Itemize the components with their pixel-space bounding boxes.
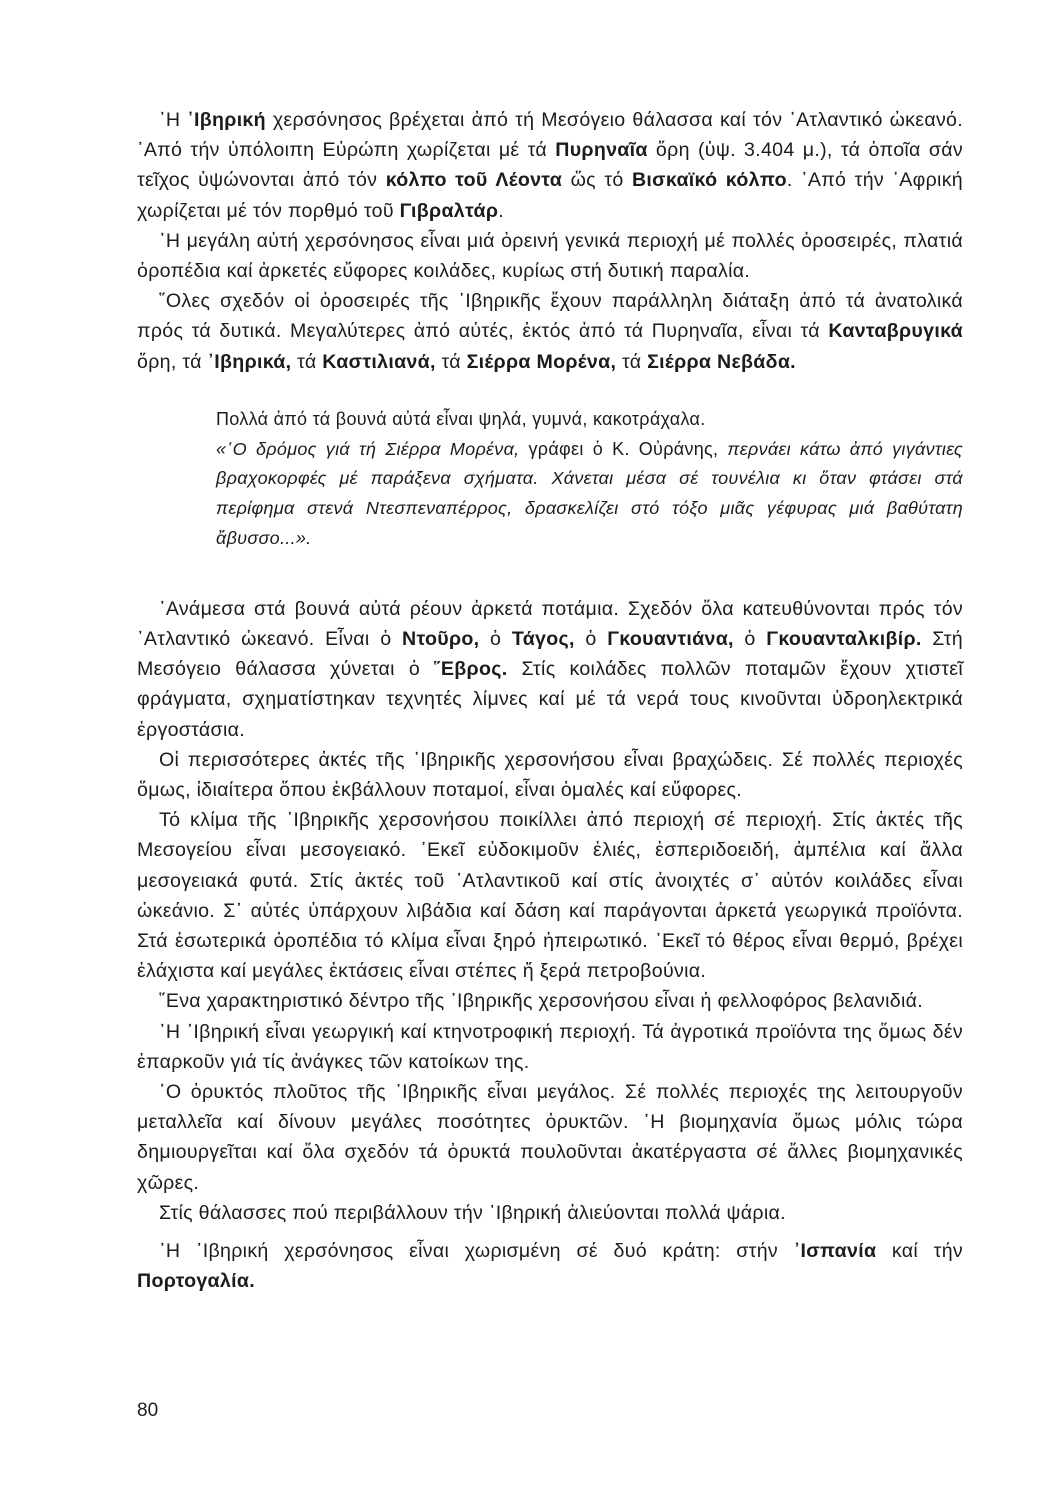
quote-text: «῾Ο δρόμος γιά τή Σιέρρα Μορένα, γράφει ὁ Κ. Οὐράνης, περνάει κάτω ἀπό γιγάντιες βραχοκορφές μέ παράξενα σχήματα. Χάνεται μέσα σέ τουνέλια κι ὅταν φτάσει στά περίφημα στενά Ντεσπεναπέρρος, δρασκελίζει στό τόξο μιᾶς γέφυρας μιά βαθύτατη ἄβυσσο...».: [216, 438, 963, 549]
paragraph-mountain-ranges: ῞Ολες σχεδόν οἱ ὀροσειρές τῆς ᾿Ιβηρικῆς ἔχουν παράλληλη διάταξη ἀπό τά ἀνατολικά πρός τά δυτικά. Μεγαλύτερες ἀπό αὐτές, ἐκτός ἀπό τά Πυρηναῖα, εἶναι τά Κανταβρυγικά ὄρη, τά ᾿Ιβηρικά, τά Καστιλιανά, τά Σιέρρα Μορένα, τά Σιέρρα Νεβάδα.: [137, 290, 963, 373]
paragraph-relief: ᾿Η μεγάλη αὐτή χερσόνησος εἶναι μιά ὀρεινή γενικά περιοχή μέ πολλές ὀροσειρές, πλατιά ὀροπέδια καί ἀρκετές εὔφορες κοιλάδες, κυρίως στή δυτική παραλία.: [137, 229, 963, 283]
paragraph-states: ᾿Η ᾿Ιβηρική χερσόνησος εἶναι χωρισμένη σέ δυό κράτη: στήν ᾿Ισπανία καί τήν Πορτογαλία.: [137, 1240, 963, 1293]
paragraph-climate: Τό κλίμα τῆς ᾿Ιβηρικῆς χερσονήσου ποικίλλει ἀπό περιοχή σέ περιοχή. Στίς ἀκτές τῆς Μεσογείου εἶναι μεσογειακό. ᾿Εκεῖ εὐδοκιμοῦν ἐλιές, ἐσπεριδοειδή, ἀμπέλια καί ἄλλα μεσογειακά φυτά. Στίς ἀκτές τοῦ ᾿Ατλαντικοῦ καί στίς ἀνοιχτές σ᾿ αὐτόν κοιλάδες εἶναι ὠκεάνιο. Σ᾿ αὐτές ὑπάρχουν λιβάδια καί δάση καί παράγονται ἀρκετά γεωργικά προϊόντα. Στά ἐσωτερικά ὀροπέδια τό κλίμα εἶναι ξηρό ἠπειρωτικό. ᾿Εκεῖ τό θέρος εἶναι θερμό, βρέχει ἐλάχιστα καί μεγάλες ἐκτάσεις εἶναι στέπες ἤ ξερά πετροβούνια.: [137, 809, 963, 983]
paragraph-iberian-peninsula-location: ᾿Η ᾿Ιβηρική χερσόνησος βρέχεται ἀπό τή Μεσόγειο θάλασσα καί τόν ᾿Ατλαντικό ὠκεανό. ᾿Από τήν ὑπόλοιπη Εὐρώπη χωρίζεται μέ τά Πυρηναῖα ὄρη (ὑψ. 3.404 μ.), τά ὁποῖα σάν τεῖχος ὑψώνονται ἀπό τόν κόλπο τοῦ Λέοντα ὥς τό Βισκαϊκό κόλπο. ᾿Από τήν ᾿Αφρική χωρίζεται μέ τόν πορθμό τοῦ Γιβραλτάρ.: [137, 109, 964, 222]
paragraph-agriculture: ᾿Η ᾿Ιβηρική εἶναι γεωργική καί κτηνοτροφική περιοχή. Τά ἀγροτικά προϊόντα της ὅμως δέν ἐπαρκοῦν γιά τίς ἀνάγκες τῶν κατοίκων της.: [137, 1020, 963, 1073]
paragraph-rivers: ᾿Ανάμεσα στά βουνά αὐτά ρέουν ἀρκετά ποτάμια. Σχεδόν ὅλα κατευθύνονται πρός τόν ᾿Ατλαντικό ὠκεανό. Εἶναι ὁ Ντοῦρο, ὁ Τάγος, ὁ Γκουαντιάνα, ὁ Γκουανταλκιβίρ. Στή Μεσόγειο θάλασσα χύνεται ὁ ῞Εβρος. Στίς κοιλάδες πολλῶν ποταμῶν ἔχουν χτιστεῖ φράγματα, σχηματίστηκαν τεχνητές λίμνες καί μέ τά νερά τους κινοῦνται ὑδροηλεκτρικά ἐργοστάσια.: [137, 597, 963, 741]
paragraph-cork-oak: ῞Ενα χαρακτηριστικό δέντρο τῆς ᾿Ιβηρικῆς χερσονήσου εἶναι ἡ φελλοφόρος βελανιδιά.: [159, 990, 923, 1013]
paragraph-fishing: Στίς θάλασσες πού περιβάλλουν τήν ᾿Ιβηρική ἁλιεύονται πολλά ψάρια.: [159, 1201, 786, 1224]
paragraph-minerals: ῾Ο ὀρυκτός πλοῦτος τῆς ᾿Ιβηρικῆς εἶναι μεγάλος. Σέ πολλές περιοχές της λειτουργοῦν μεταλλεῖα καί δίνουν μεγάλες ποσότητες ὀρυκτῶν. ῾Η βιομηχανία ὅμως μόλις τώρα δημιουργεῖται καί ὅλα σχεδόν τά ὀρυκτά πουλοῦνται ἀκατέργαστα σέ ἄλλες βιομηχανικές χῶρες.: [137, 1081, 963, 1194]
page-number: 80: [137, 1400, 159, 1421]
spacer: [137, 1228, 963, 1236]
quote-block: [216, 405, 963, 554]
paragraph-coasts: Οἱ περισσότερες ἀκτές τῆς ᾿Ιβηρικῆς χερσονήσου εἶναι βραχώδεις. Σέ πολλές περιοχές ὅμως, ἰδιαίτερα ὅπου ἐκβάλλουν ποταμοί, εἶναι ὁμαλές καί εὔφορες.: [137, 748, 963, 802]
page-body: [137, 105, 963, 1296]
quote-intro: Πολλά ἀπό τά βουνά αὐτά εἶναι ψηλά, γυμνά, κακοτράχαλα.: [216, 408, 706, 429]
